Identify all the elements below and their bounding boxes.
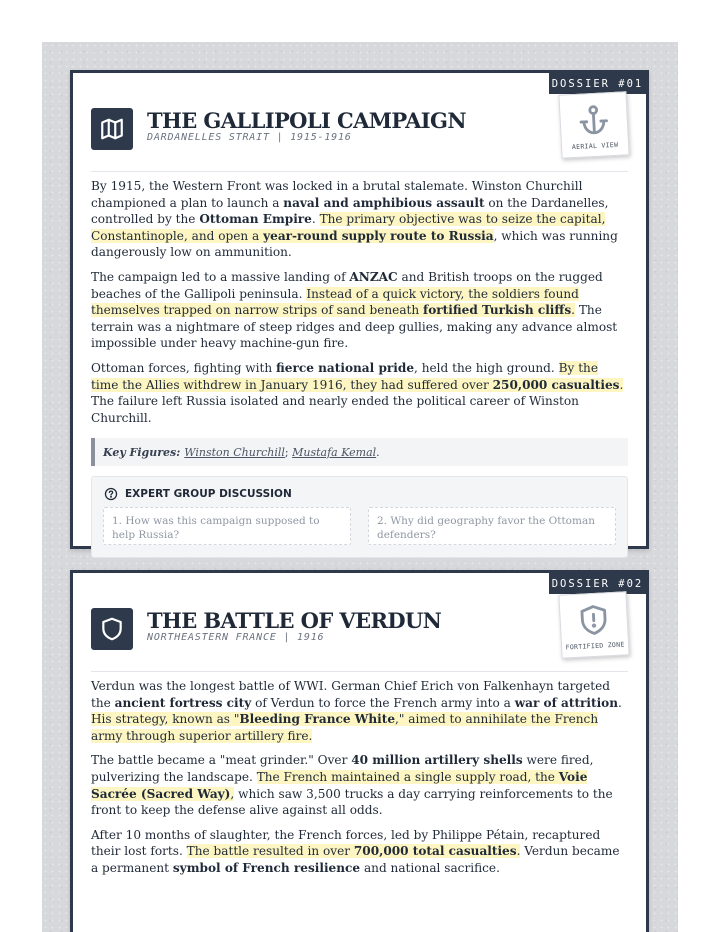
dossier-tag: DOSSIER #02 — [549, 573, 646, 594]
dossier-tag: DOSSIER #01 — [549, 73, 646, 94]
text-run: Verdun was the longest battle of WWI. German Chief Erich von Falkenhayn targeted the — [91, 679, 611, 710]
discussion-title: EXPERT GROUP DISCUSSION — [125, 488, 292, 501]
emphasis-text: year-round supply route to Russia — [263, 228, 494, 243]
stamp-label: AERIAL VIEW — [571, 140, 619, 152]
text-run: which saw 3,500 trucks a day carrying reinforcements to the front to keep the defense alive against all odds. — [91, 786, 613, 818]
text-run: . — [619, 377, 624, 392]
text-run: . — [516, 844, 521, 859]
stamp-label: FORTIFIED ZONE — [565, 640, 625, 652]
photo-stamp — [558, 591, 629, 658]
text-run: and British troops on the rugged beaches of the Gallipoli peninsula. — [91, 269, 603, 301]
text-run: The failure left Russia isolated and nearly ended the political career of Winston Churchill. — [91, 394, 579, 425]
text-run: Instead of a quick victory, the soldiers found themselves trapped on narrow strips of sand beneath — [91, 286, 579, 318]
dossier-header — [91, 105, 621, 161]
key-figures-label: Key Figures: — [103, 445, 181, 459]
body-paragraph — [91, 678, 628, 744]
key-figure-link[interactable]: Mustafa Kemal — [292, 445, 377, 459]
text-run: His strategy, known as " — [91, 712, 240, 727]
divider — [91, 171, 628, 172]
emphasis-text: Bleeding France White — [239, 712, 396, 727]
dossier-card-gallipoli — [70, 70, 649, 549]
text-run: . — [311, 212, 320, 227]
text-run: . — [571, 303, 575, 318]
text-run: By the time the Allies withdrew in January 1916, they had suffered over — [91, 360, 598, 392]
text-run: The French maintained a single supply road, the — [256, 769, 559, 784]
discussion-answer-field[interactable]: 1. How was this campaign supposed to help Russia? — [103, 507, 351, 545]
body-paragraph — [91, 269, 628, 352]
anchor-icon — [576, 102, 612, 138]
text-run: The terrain was a nightmare of steep ridges and deep gullies, making any advance almost impossible under heavy machine-gun fire. — [91, 303, 618, 351]
text-run: . — [618, 695, 622, 710]
text-run: Verdun became a permanent — [91, 844, 620, 875]
emphasis-text: Ottoman Empire — [199, 212, 312, 227]
question-circle-icon — [104, 487, 118, 501]
page-background — [42, 42, 678, 932]
text-run: were fired, pulverizing the landscape. — [91, 753, 594, 784]
emphasis-text: naval and amphibious assault — [283, 195, 485, 210]
text-run: Ottoman forces, fighting with — [91, 360, 277, 375]
text-run: on the Dardanelles, controlled by the — [91, 195, 609, 227]
body-paragraph — [91, 752, 628, 818]
map-icon — [91, 108, 133, 150]
emphasis-text: 250,000 casualties — [492, 377, 620, 392]
emphasis-text: war of attrition — [514, 695, 619, 710]
shield-icon — [91, 608, 133, 650]
emphasis-text: fortified Turkish cliffs — [423, 303, 572, 318]
text-run: The battle became a "meat grinder." Over — [91, 753, 352, 768]
text-run: ," aimed to annihilate the French army through superior artillery fire. — [91, 712, 599, 743]
dossier-body — [91, 178, 628, 558]
dossier-title: THE BATTLE OF VERDUN — [147, 608, 442, 633]
photo-stamp — [558, 91, 629, 158]
emphasis-text: fierce national pride — [276, 360, 415, 375]
dossier-subtitle: DARDANELLES STRAIT | 1915-1916 — [147, 132, 352, 143]
body-paragraph — [91, 360, 628, 426]
emphasis-text: ancient fortress city — [114, 695, 252, 710]
text-run: , which was running dangerously low on ammunition. — [91, 228, 618, 260]
body-paragraph — [91, 827, 628, 877]
dossier-body — [91, 678, 628, 885]
key-figure-link[interactable]: Winston Churchill — [184, 445, 285, 459]
shield-alert-icon — [576, 602, 612, 638]
text-run: The campaign led to a massive landing of — [91, 269, 350, 284]
text-run: By 1915, the Western Front was locked in a brutal stalemate. Winston Churchill championed a plan to launch a — [91, 179, 583, 210]
dossier-subtitle: NORTHEASTERN FRANCE | 1916 — [147, 632, 325, 643]
text-run: The primary objective was to seize the capital, Constantinople, and open a — [91, 212, 606, 243]
divider — [91, 671, 628, 672]
text-run: After 10 months of slaughter, the French forces, led by Philippe Pétain, recaptured their lost forts. — [91, 827, 601, 859]
emphasis-text: 700,000 total casualties — [353, 844, 517, 859]
text-run: of Verdun to force the French army into a — [251, 695, 515, 710]
key-figures: Key Figures: Winston Churchill ; Mustafa Kemal . — [91, 438, 628, 466]
dossier-header — [91, 605, 621, 661]
discussion-answer-field[interactable]: 2. Why did geography favor the Ottoman defenders? — [368, 507, 616, 545]
emphasis-text: symbol of French resilience — [172, 860, 361, 875]
emphasis-text: 40 million artillery shells — [351, 753, 523, 768]
text-run: , held the high ground. — [414, 360, 559, 375]
body-paragraph — [91, 178, 628, 261]
dossier-title: THE GALLIPOLI CAMPAIGN — [147, 108, 466, 133]
emphasis-text: Voie Sacrée (Sacred Way) — [91, 769, 588, 801]
discussion-header — [104, 487, 292, 501]
discussion-box — [91, 476, 628, 558]
text-run: The battle resulted in over — [186, 844, 354, 859]
dossier-card-verdun — [70, 570, 649, 932]
text-run: and national sacrifice. — [360, 860, 500, 875]
emphasis-text: ANZAC — [349, 269, 398, 284]
text-run: , — [230, 786, 235, 801]
